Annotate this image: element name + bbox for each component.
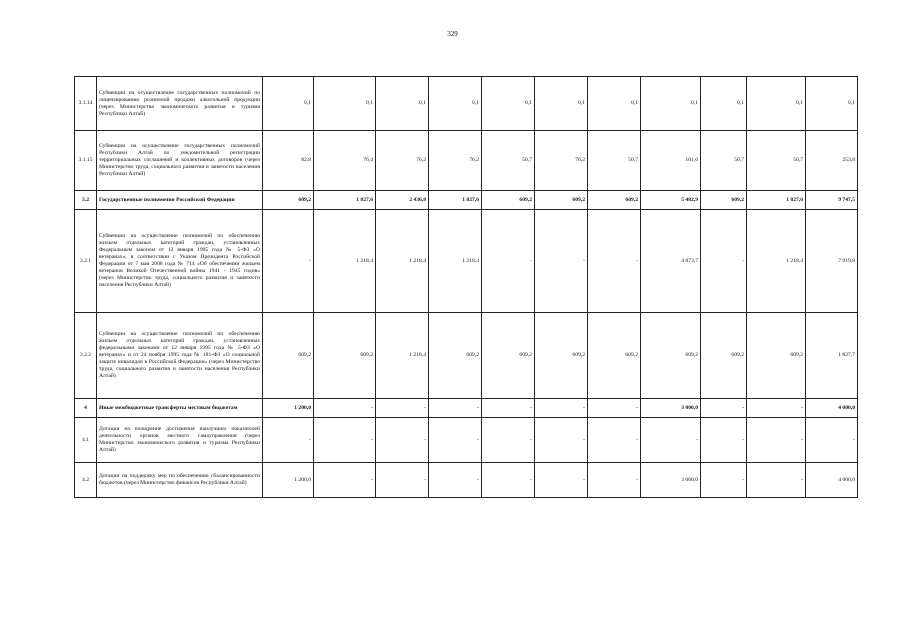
value-cell: 1 218,4 (376, 313, 429, 399)
value-cell: 1 200,0 (263, 399, 314, 418)
value-cell: - (588, 418, 641, 463)
value-cell: 2 436,8 (376, 191, 429, 210)
value-cell: 76,2 (376, 131, 429, 191)
value-cell: 5 482,9 (641, 191, 701, 210)
value-cell: - (701, 418, 747, 463)
value-cell: 1 827,6 (314, 191, 376, 210)
value-cell: 1 218,4 (747, 210, 806, 313)
value-cell: - (701, 399, 747, 418)
value-cell: - (263, 210, 314, 313)
value-cell: 609,2 (588, 191, 641, 210)
value-cell: 609,2 (641, 313, 701, 399)
value-cell: 9 747,5 (806, 191, 858, 210)
value-cell: - (263, 418, 314, 463)
value-cell: 609,2 (747, 313, 806, 399)
row-code: 3.1.15 (75, 131, 97, 191)
value-cell: 1 827,6 (429, 191, 482, 210)
value-cell: 0,1 (806, 77, 858, 131)
row-description: Иные межбюджетные трансферты местным бюджетам (97, 399, 263, 418)
value-cell: 609,2 (701, 191, 747, 210)
row-code: 3.2 (75, 191, 97, 210)
value-cell: - (482, 399, 535, 418)
value-cell: 0,1 (429, 77, 482, 131)
table-row (75, 210, 858, 313)
value-cell: 253,8 (806, 131, 858, 191)
value-cell: 0,1 (588, 77, 641, 131)
value-cell: 4 000,0 (806, 463, 858, 498)
value-cell: - (376, 463, 429, 498)
row-description: Субвенции на осуществление государственных полномочий по лицензированию розничной продажи алкогольной продукции (через Министерство экономического развития и туризма Республики Алтай) (97, 77, 263, 131)
page-number: 329 (447, 30, 458, 38)
value-cell: 0,1 (263, 77, 314, 131)
value-cell: - (806, 418, 858, 463)
value-cell: 1 218,4 (376, 210, 429, 313)
value-cell: 50,7 (701, 131, 747, 191)
value-cell: - (535, 463, 588, 498)
value-cell: - (747, 463, 806, 498)
value-cell: 609,2 (314, 313, 376, 399)
value-cell: - (588, 210, 641, 313)
value-cell: - (376, 399, 429, 418)
row-description: Государственные полномочия Российской Федерации (97, 191, 263, 210)
value-cell: 609,2 (535, 191, 588, 210)
value-cell: - (482, 418, 535, 463)
value-cell: - (701, 463, 747, 498)
row-code: 4.1 (75, 418, 97, 463)
row-code: 4 (75, 399, 97, 418)
value-cell: - (429, 463, 482, 498)
value-cell: 0,1 (314, 77, 376, 131)
value-cell: 0,1 (376, 77, 429, 131)
value-cell: 7 919,8 (806, 210, 858, 313)
value-cell: - (314, 418, 376, 463)
value-cell: - (429, 399, 482, 418)
value-cell: 4 000,0 (806, 399, 858, 418)
budget-table (74, 76, 858, 498)
value-cell: 3 000,0 (641, 463, 701, 498)
value-cell: - (641, 418, 701, 463)
row-description: Дотации на поддержку мер по обеспечению сбалансированности бюджетов (через Министерство финансов Республики Алтай) (97, 463, 263, 498)
row-description: Субвенции на осуществление государственных полномочий Республики Алтай по уведомительной регистрации территориальных соглашений и коллективных договоров (через Министерство труда, социального развития и занятости населения Республики Алтай) (97, 131, 263, 191)
value-cell: 82,8 (263, 131, 314, 191)
value-cell: 76,4 (314, 131, 376, 191)
value-cell: - (701, 210, 747, 313)
value-cell: 609,2 (482, 191, 535, 210)
value-cell: 609,2 (535, 313, 588, 399)
value-cell: - (482, 210, 535, 313)
value-cell: 1 827,6 (747, 191, 806, 210)
value-cell: 609,2 (482, 313, 535, 399)
value-cell: 101,6 (641, 131, 701, 191)
table-body (75, 77, 858, 498)
value-cell: - (314, 399, 376, 418)
value-cell: 0,1 (701, 77, 747, 131)
value-cell: 1 827,7 (806, 313, 858, 399)
table-row (75, 418, 858, 463)
value-cell: 3 000,0 (641, 399, 701, 418)
value-cell: 0,1 (747, 77, 806, 131)
value-cell: 50,7 (747, 131, 806, 191)
row-description: Субвенции на осуществление полномочий по обеспечению жильем отдельных категорий граждан, установленных Федеральным законом от 12 января 1995 года № 5-ФЗ «О ветеранах», в соответствии с Указом Президента Российской Федерации от 7 мая 2008 года № 714 «Об обеспечении жильем ветеранов Великой Отечественной войны 1941 - 1945 годов» (через Министерство труда, социального развития и занятости населения Республики Алтай) (97, 210, 263, 313)
value-cell: - (747, 418, 806, 463)
value-cell: - (535, 399, 588, 418)
value-cell: 609,2 (588, 313, 641, 399)
table-row (75, 463, 858, 498)
value-cell: 4 873,7 (641, 210, 701, 313)
value-cell: 609,2 (701, 313, 747, 399)
value-cell: - (747, 399, 806, 418)
value-cell: 50,7 (482, 131, 535, 191)
value-cell: - (376, 418, 429, 463)
value-cell: 76,2 (429, 131, 482, 191)
value-cell: 76,2 (535, 131, 588, 191)
row-code: 3.2.1 (75, 210, 97, 313)
table-row (75, 313, 858, 399)
value-cell: 1 218,4 (314, 210, 376, 313)
row-code: 3.1.14 (75, 77, 97, 131)
table-row (75, 399, 858, 418)
value-cell: - (482, 463, 535, 498)
value-cell: 0,1 (482, 77, 535, 131)
value-cell: 0,1 (641, 77, 701, 131)
row-code: 4.2 (75, 463, 97, 498)
value-cell: - (429, 418, 482, 463)
row-description: Дотации на поощрение достижения наилучших показателей деятельности органов местного самоуправления (через Министерство экономического развития и туризма Республики Алтай) (97, 418, 263, 463)
value-cell: 0,1 (535, 77, 588, 131)
value-cell: 50,7 (588, 131, 641, 191)
value-cell: 609,2 (429, 313, 482, 399)
value-cell: - (314, 463, 376, 498)
value-cell: 609,2 (263, 191, 314, 210)
value-cell: 1 200,0 (263, 463, 314, 498)
table-row (75, 131, 858, 191)
value-cell: - (535, 418, 588, 463)
value-cell: 609,2 (263, 313, 314, 399)
row-description: Субвенции на осуществление полномочий по обеспечению жильем отдельных категорий граждан, установленных федеральными законами от 12 января 1995 года № 5-ФЗ «О ветеранах» и от 24 ноября 1995 года № 181-ФЗ «О социальной защите инвалидов в Российской Федерации» (через Министерство труда, социального развития и занятости населения Республики Алтай) (97, 313, 263, 399)
table-row (75, 191, 858, 210)
value-cell: - (588, 463, 641, 498)
value-cell: 1 218,4 (429, 210, 482, 313)
table-row (75, 77, 858, 131)
value-cell: - (588, 399, 641, 418)
row-code: 3.2.2 (75, 313, 97, 399)
value-cell: - (535, 210, 588, 313)
